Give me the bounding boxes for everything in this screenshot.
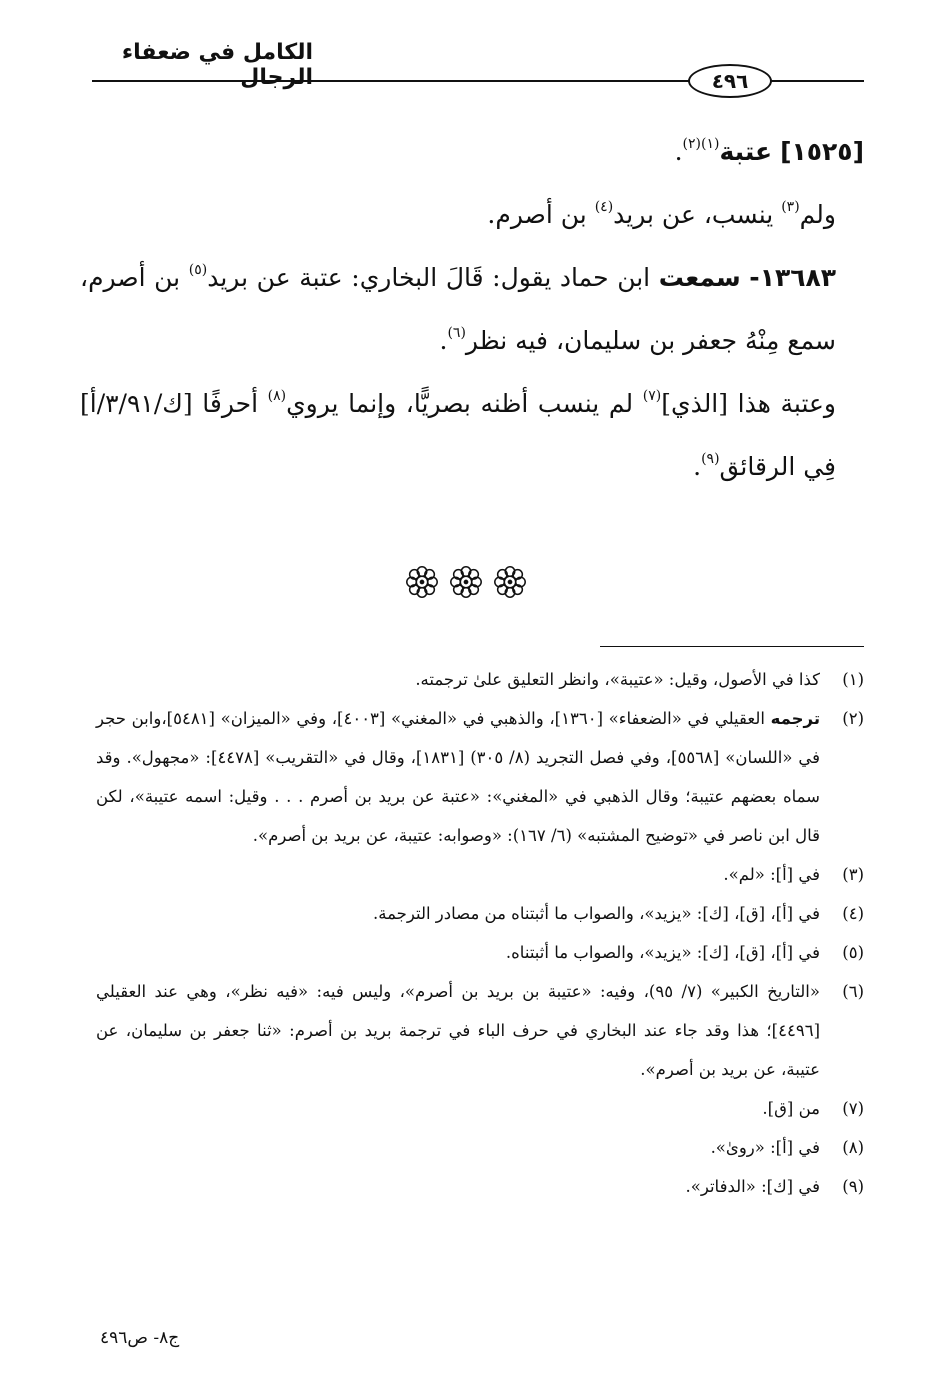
footnote-ref: (١)(٢) <box>682 136 720 152</box>
entry-end: . <box>674 137 683 166</box>
footnote <box>96 855 864 894</box>
footnote-separator <box>600 646 864 647</box>
text-run: لم ينسب أظنه بصريًّا، وإنما يروي <box>286 389 643 418</box>
text-run: ولم <box>799 200 836 229</box>
footnote <box>96 660 864 699</box>
footnotes-section <box>96 660 864 1206</box>
text-run: وعتبة هذا [الذي] <box>661 389 836 418</box>
footnote-number: (٨) <box>842 1138 864 1157</box>
footnote-number: (٩) <box>842 1177 864 1196</box>
footnote-ref: (٤) <box>594 199 614 215</box>
footnote-number: (٧) <box>842 1099 864 1118</box>
running-header-title: الكامل في ضعفاء الرجال <box>121 40 313 90</box>
footnote <box>96 699 864 855</box>
footnote-text: من [ق]. <box>762 1099 820 1118</box>
footnote <box>96 1167 864 1206</box>
text-run: بن أصرم. <box>487 200 595 229</box>
footnote-number: (١) <box>842 670 864 689</box>
hadith-number: ١٣٦٨٣- <box>749 263 836 292</box>
footnote-text: العقيلي في «الضعفاء» [١٣٦٠]، والذهبي في «المغني» [٤٠٠٣]، وفي «الميزان» [٥٤٨١]،وابن حجر في «اللسان» [٥٥٦٨]، وفي فصل التجريد (٨/ ٣٠٥) [١٨٣١]، وقال في «التقريب» [٤٤٧٨]: «مجهول». وقد سماه بعضهم عتيبة؛ وقال الذهبي في «المغني»: «عتبة عن بريد بن أصرم . . . وقيل: اسمه عتيبة»، لكن قال ابن ناصر في «توضيح المشتبه» (٦/ ١٦٧): «وصوابه: عتيبة، عن بريد بن أصرم». <box>96 709 821 845</box>
footnote-number: (٥) <box>842 943 864 962</box>
text-run: ابن حماد يقول: قَالَ البخاري: عتبة عن بريد <box>207 263 659 292</box>
footnote-number: (٣) <box>842 865 864 884</box>
hadith-paragraph <box>80 246 864 372</box>
main-text <box>80 120 864 498</box>
footnote <box>96 933 864 972</box>
entry-number: [١٥٢٥] <box>780 137 864 166</box>
footnote <box>96 972 864 1089</box>
text-run: . <box>693 452 702 481</box>
footnote <box>96 1128 864 1167</box>
footnote-ref: (٣) <box>781 199 800 215</box>
flower-ornament-icon <box>403 563 441 601</box>
footnote-bold-word: ترجمه <box>770 709 821 728</box>
page-number-badge: ٤٩٦ <box>688 64 772 98</box>
entry-heading <box>80 120 864 183</box>
footnote-text: في [أ]، [ق]، [ك]: «يزيد»، والصواب ما أثبتناه. <box>505 943 820 962</box>
footnote-number: (٤) <box>842 904 864 923</box>
text-run: . <box>439 326 448 355</box>
footnote-number: (٦) <box>842 982 864 1001</box>
footnote-text: كذا في الأصول، وقيل: «عتيبة»، وانظر التعليق علىٰ ترجمته. <box>415 670 820 689</box>
note-paragraph <box>80 372 864 498</box>
flower-ornament-icon <box>491 563 529 601</box>
footnote-text: في [أ]: «لم». <box>723 865 820 884</box>
section-ornament <box>396 563 536 603</box>
footnote-ref: (٧) <box>642 388 662 404</box>
footnote-ref: (٨) <box>267 388 287 404</box>
footnote-text: في [أ]، [ق]، [ك]: «يزيد»، والصواب ما أثبتناه من مصادر الترجمة. <box>373 904 820 923</box>
footnote <box>96 1089 864 1128</box>
footnote-text: في [أ]: «روىٰ». <box>710 1138 820 1157</box>
text-run: بن أصرم، سمع مِنْهُ جعفر بن سليمان، فيه نظر <box>80 263 836 355</box>
footnote <box>96 894 864 933</box>
footnote-ref: (٩) <box>701 451 720 467</box>
text-run: أحرفًا [ك/٣/٩١/أ] فِي الرقائق <box>80 389 836 481</box>
text-run: ينسب، عن بريد <box>613 200 782 229</box>
footnote-text: «التاريخ الكبير» (٧/ ٩٥)، وفيه: «عتيبة بن بريد بن أصرم»، وليس فيه: «فيه نظر»، وهي عند العقيلي [٤٤٩٦]؛ هذا وقد جاء عند البخاري في حرف الباء في ترجمة بريد بن أصرم: «ثنا جعفر بن سليمان، عن عتيبة، عن بريد بن أصرم». <box>96 982 820 1079</box>
entry-line-1 <box>80 183 864 246</box>
flower-ornament-icon <box>447 563 485 601</box>
footnote-ref: (٥) <box>188 262 208 278</box>
entry-name: عتبة <box>719 137 773 166</box>
footnote-ref: (٦) <box>447 325 466 341</box>
volume-page-footer: ج٨- ص٤٩٦ <box>100 1328 180 1348</box>
hadith-bold-word: سمعت <box>658 263 741 292</box>
footnote-number: (٢) <box>842 709 864 728</box>
footnote-text: في [ك]: «الدفاتر». <box>685 1177 820 1196</box>
